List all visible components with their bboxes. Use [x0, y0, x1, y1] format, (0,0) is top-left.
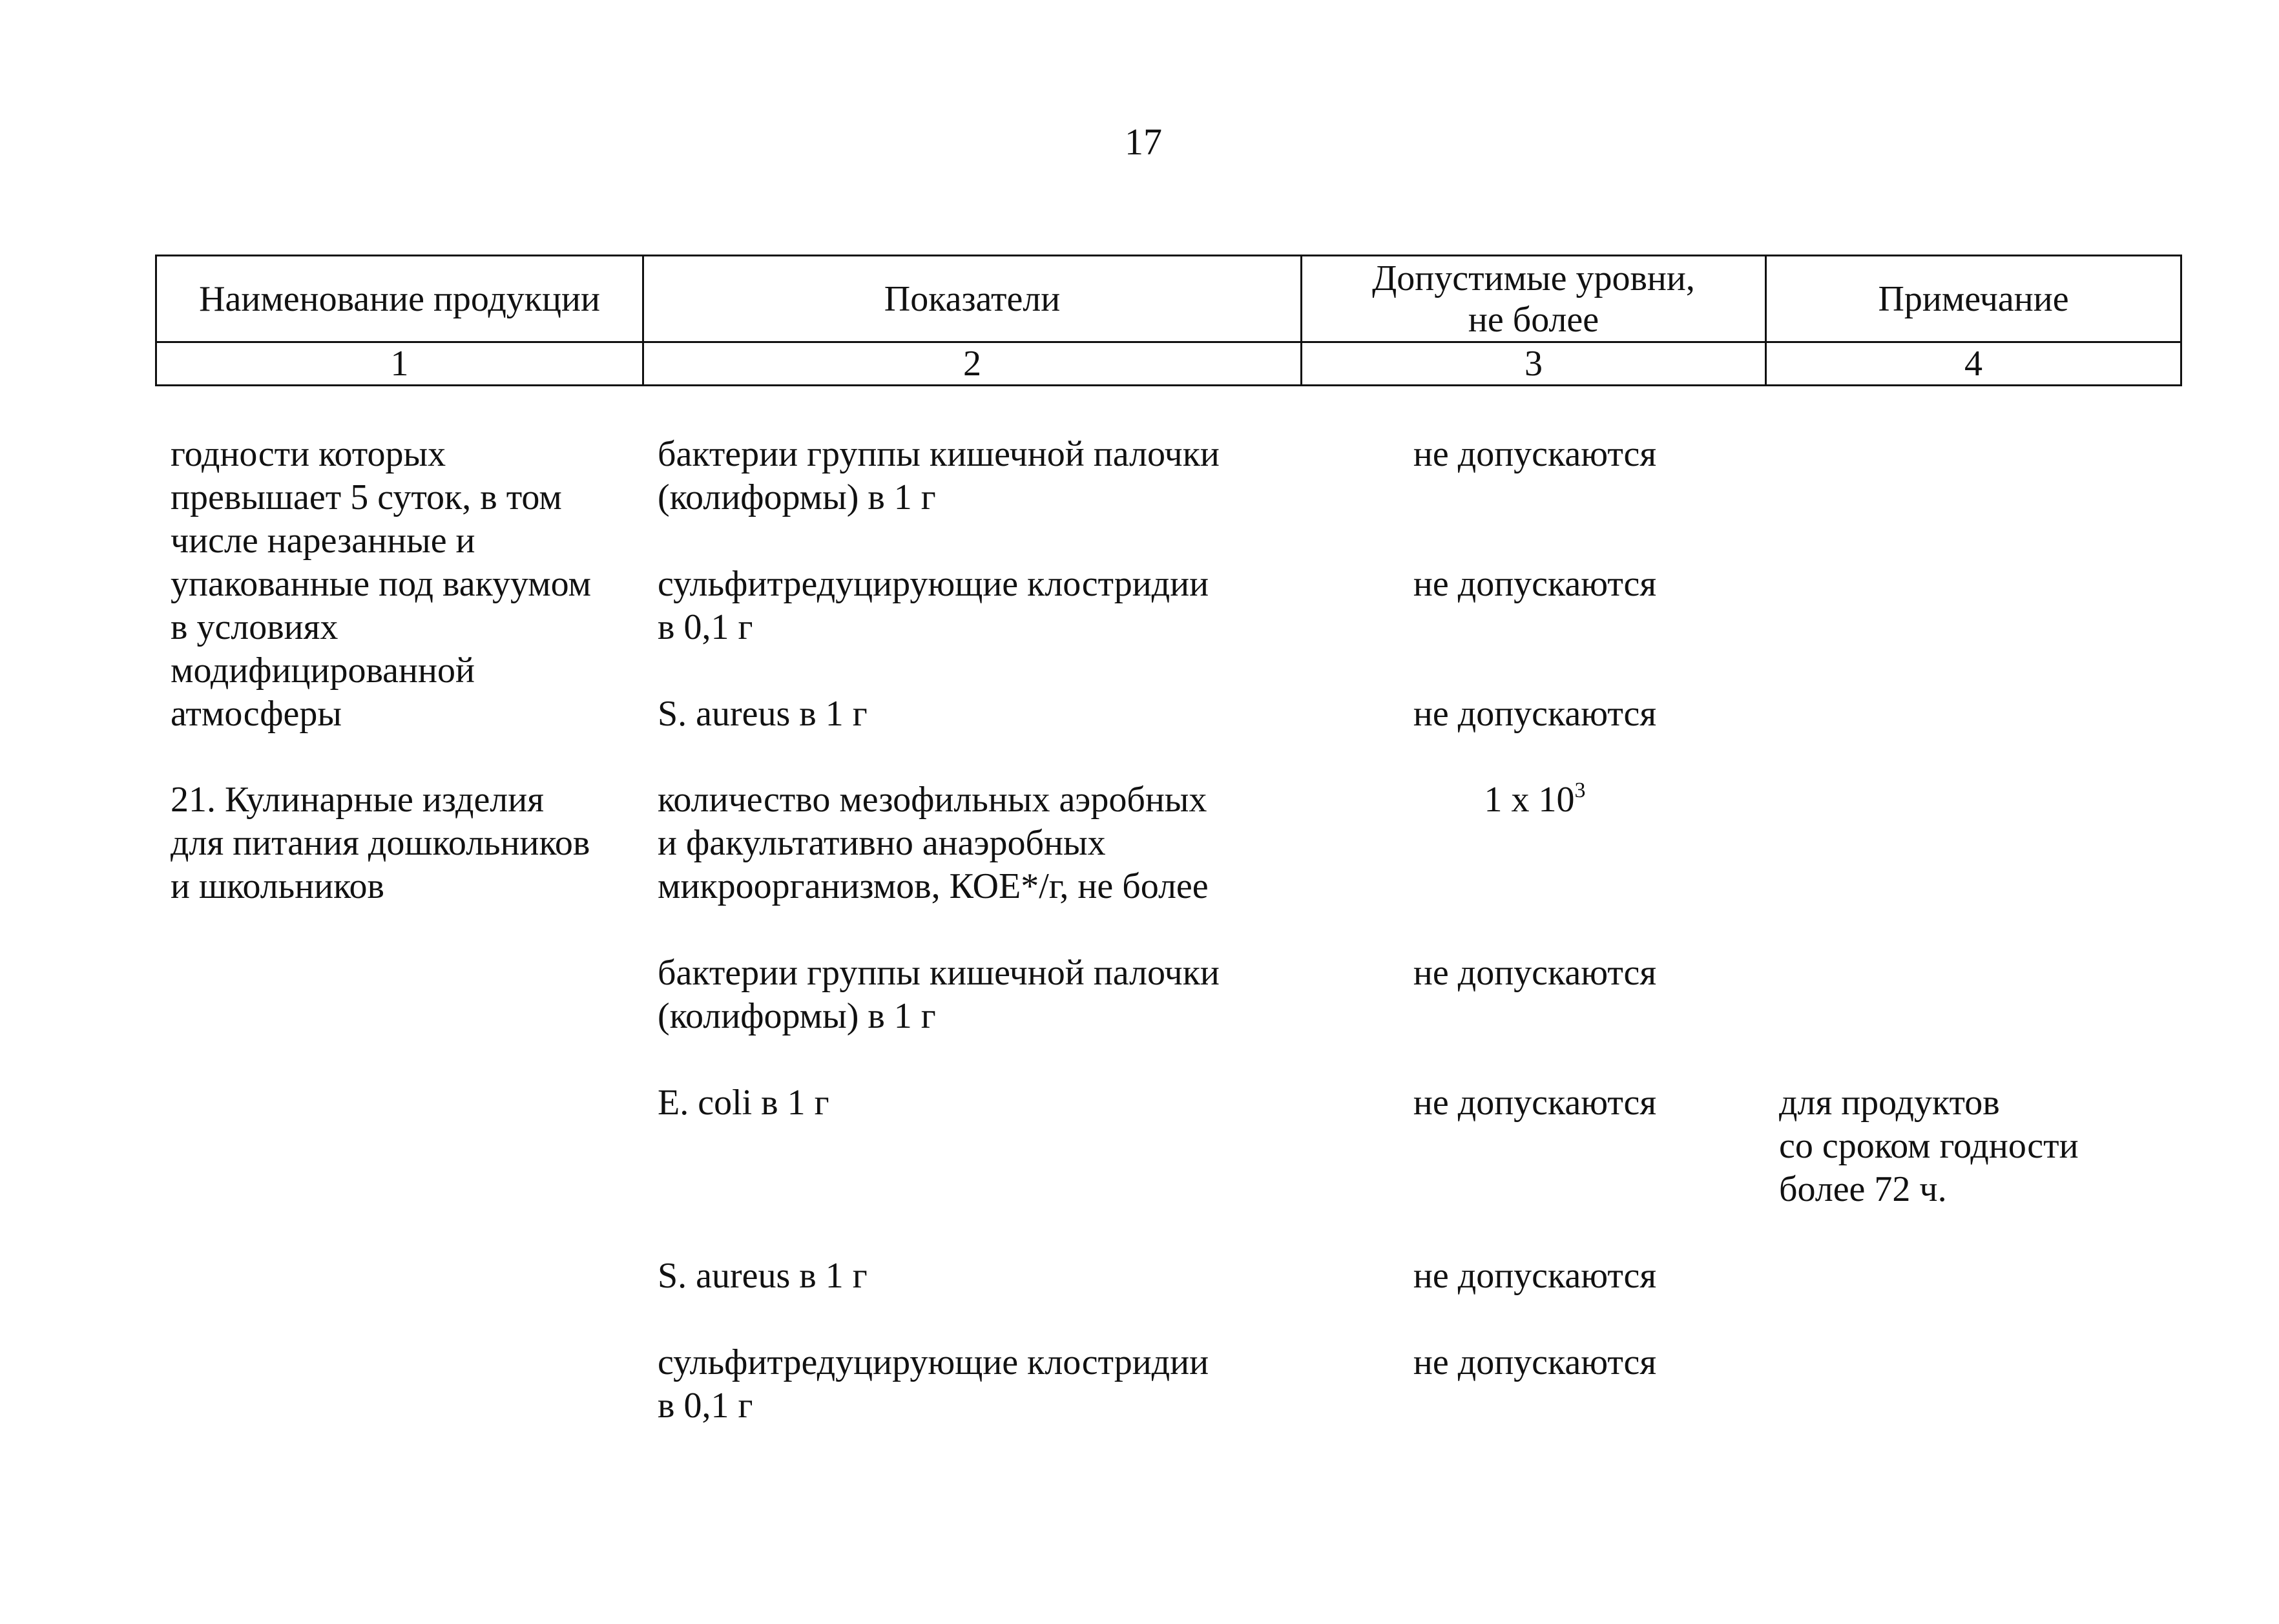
indicator-name-line2: (колиформы) в 1 г — [658, 477, 936, 517]
product-21-line2: для питания дошкольников — [171, 823, 590, 863]
header-product-name — [157, 256, 642, 341]
column-number-1: 1 — [390, 344, 409, 384]
product-continued-line2: превышает 5 суток, в том — [171, 477, 562, 517]
header-indicators — [644, 256, 1300, 341]
indicator-note-line2: со сроком годности — [1779, 1126, 2079, 1166]
product-continued-line3: числе нарезанные и — [171, 521, 475, 561]
header-note-label: Примечание — [1878, 278, 2069, 319]
header-levels-line1: Допустимые уровни, — [1372, 258, 1695, 298]
indicator-name-line2: в 0,1 г — [658, 607, 753, 647]
product-continued-line1: годности которых — [171, 434, 446, 474]
indicator-name-line1: бактерии группы кишечной палочки — [658, 953, 1220, 993]
header-border-bottom — [155, 384, 2182, 386]
product-21-line3: и школьников — [171, 866, 384, 906]
product-continued-line6: модифицированной — [171, 651, 475, 691]
indicator-note-line1: для продуктов — [1779, 1083, 2000, 1123]
indicator-name-line1: S. aureus в 1 г — [658, 694, 868, 734]
indicator-name-line1: S. aureus в 1 г — [658, 1256, 868, 1296]
column-number-4: 4 — [1964, 344, 1982, 384]
indicator-name-line3: микроорганизмов, КОЕ*/г, не более — [658, 866, 1209, 906]
indicator-name-line1: сульфитредуцирующие клостридии — [658, 564, 1209, 604]
indicator-name-line2: в 0,1 г — [658, 1386, 753, 1426]
indicator-level: не допускаются — [1413, 694, 1657, 734]
indicator-level-base: 1 х 10 — [1484, 780, 1575, 820]
page-number: 17 — [1125, 121, 1162, 163]
product-continued-line4: упакованные под вакуумом — [171, 564, 592, 604]
indicator-name-line1: сульфитредуцирующие клостридии — [658, 1342, 1209, 1382]
indicator-note-line3: более 72 ч. — [1779, 1169, 1947, 1209]
indicator-name-line2: (колиформы) в 1 г — [658, 996, 936, 1036]
header-indicators-label: Показатели — [884, 278, 1061, 319]
header-levels — [1302, 256, 1765, 341]
header-levels-line2: не более — [1468, 299, 1599, 340]
indicator-level: не допускаются — [1413, 1342, 1657, 1382]
product-continued-line5: в условиях — [171, 607, 338, 647]
header-border-right — [2180, 255, 2182, 386]
product-21-line1: 21. Кулинарные изделия — [171, 780, 544, 820]
product-continued-line7: атмосферы — [171, 694, 342, 734]
indicator-level — [1302, 778, 1767, 822]
indicator-level: не допускаются — [1413, 1256, 1657, 1296]
table-header — [155, 255, 2182, 386]
column-number-2: 2 — [963, 344, 981, 384]
column-number-3: 3 — [1525, 344, 1543, 384]
indicator-level: не допускаются — [1413, 434, 1657, 474]
indicator-name-line1: количество мезофильных аэробных — [658, 780, 1207, 820]
header-product-name-label: Наименование продукции — [199, 278, 600, 319]
indicator-level: не допускаются — [1413, 1083, 1657, 1123]
indicator-level: не допускаются — [1413, 953, 1657, 993]
indicator-name-line2: и факультативно анаэробных — [658, 823, 1106, 863]
indicator-name-line1: E. coli в 1 г — [658, 1083, 829, 1123]
indicator-level: не допускаются — [1413, 564, 1657, 604]
header-note — [1767, 256, 2180, 341]
indicator-name-line1: бактерии группы кишечной палочки — [658, 434, 1220, 474]
indicator-level-exponent: 3 — [1574, 778, 1586, 803]
